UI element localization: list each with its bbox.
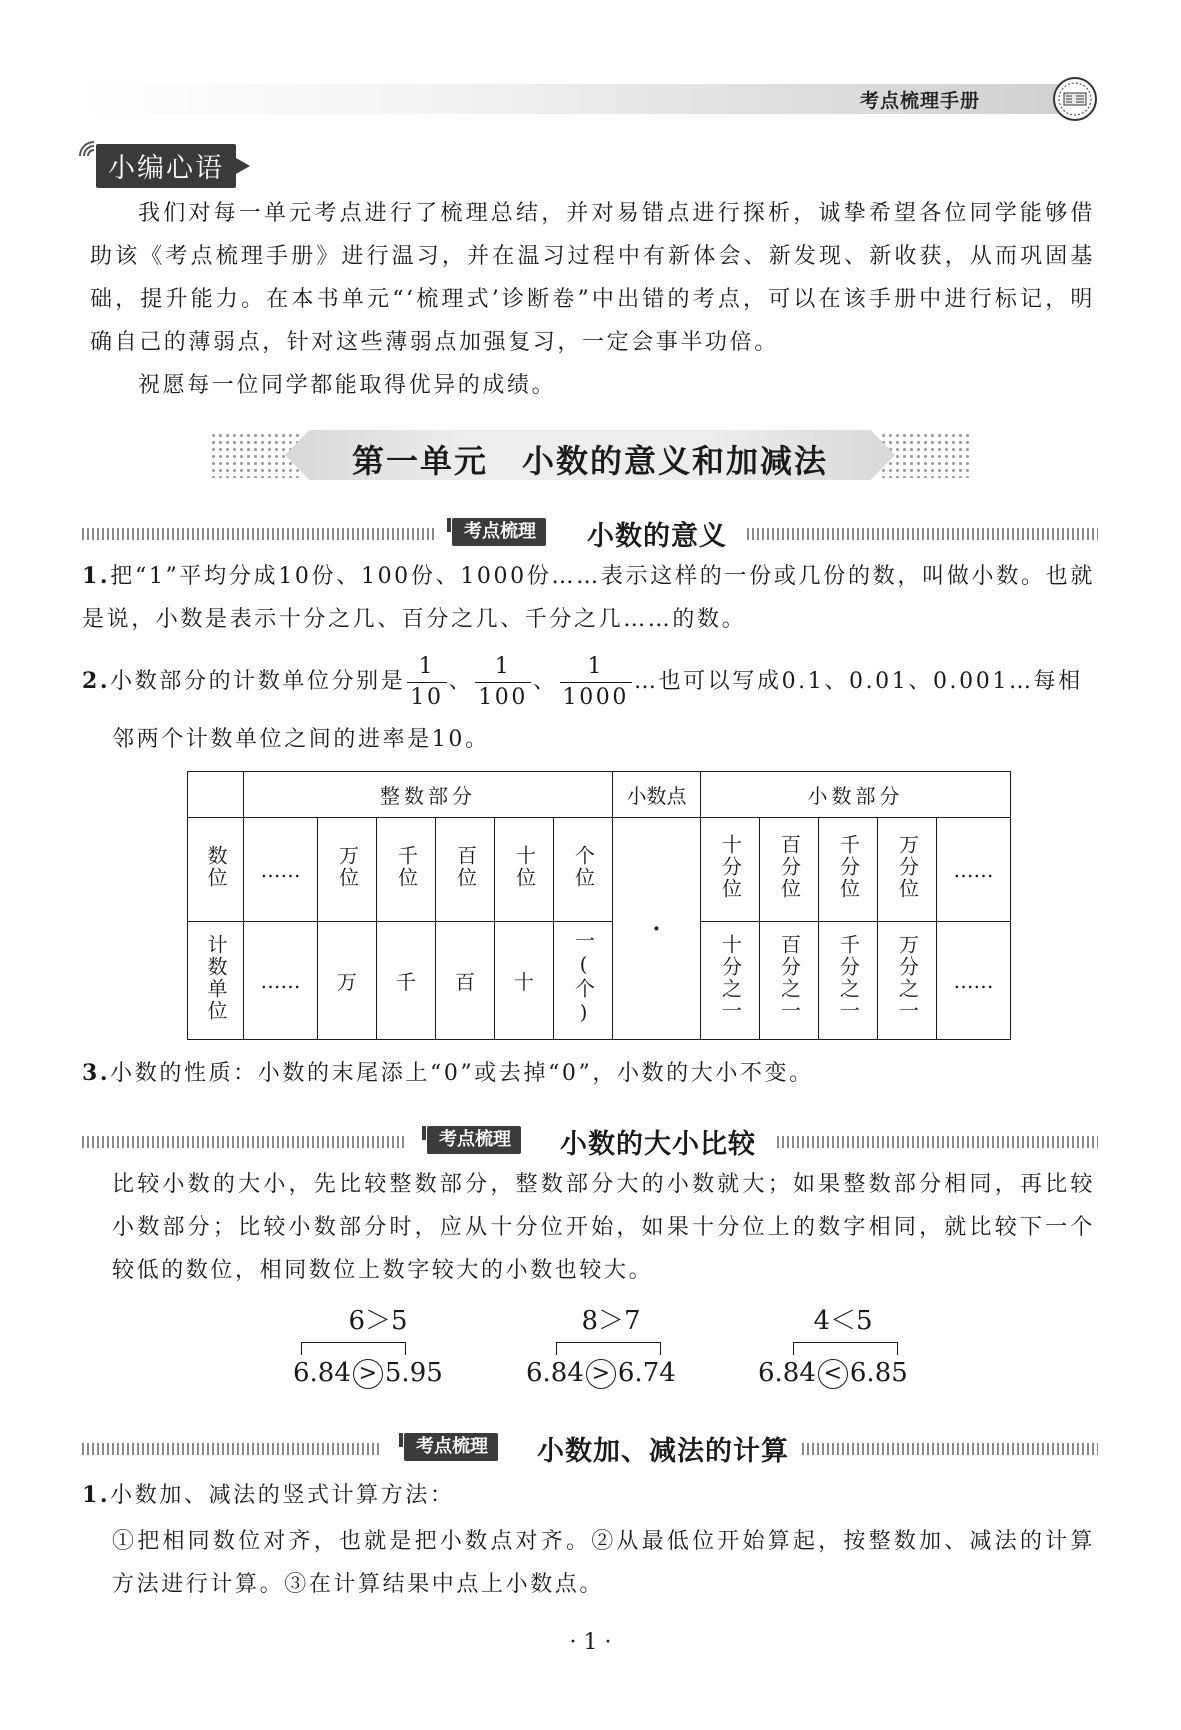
row-label-unit: 计数单位 bbox=[204, 934, 228, 1022]
header-title: 考点梳理手册 bbox=[859, 90, 980, 112]
decimal-part-header: 小数部分 bbox=[701, 772, 1011, 818]
unit-banner bbox=[210, 430, 970, 480]
meaning-item-2-line2: 邻两个计数单位之间的进率是10。 bbox=[112, 727, 490, 752]
meaning-item-3: 3.小数的性质：小数的末尾添上“0”或去掉“0”，小数的大小不变。 bbox=[82, 1060, 814, 1086]
unit-cell: 十 bbox=[495, 922, 554, 1040]
section-header-meaning bbox=[82, 516, 1098, 552]
decimal-point-cell: · bbox=[613, 818, 701, 1040]
fraction-1-10: $\frac{1}{10}$ bbox=[407, 656, 446, 709]
fraction-1-100: $\frac{1}{100}$ bbox=[475, 656, 531, 709]
section-title: 小数的意义 bbox=[587, 521, 727, 552]
unit-cell: 百 bbox=[436, 922, 495, 1040]
decimal-unit-cell: 万分之一 bbox=[895, 934, 920, 1022]
editor-note-label: 小编心语 bbox=[96, 144, 236, 188]
editor-note-tag bbox=[96, 144, 236, 188]
section-badge: 考点梳理 bbox=[427, 1126, 521, 1154]
editor-note-paragraph: 我们对每一单元考点进行了梳理总结，并对易错点进行探析，诚挚希望各位同学能够借助该《考点梳理手册》进行温习，并在温习过程中有新体会、新发现、新收获，从而巩固基础，提升能力。在本书单元“‘梳理式’诊断卷”中出错的考点，可以在该手册中进行标记，明确自己的薄弱点，针对这些薄弱点加强复习，一定会事半功倍。 bbox=[90, 201, 1095, 355]
unit-title: 第一单元 小数的意义和加减法 bbox=[351, 442, 828, 480]
unit-cell: …… bbox=[244, 922, 318, 1040]
unit-cell: 千 bbox=[377, 922, 436, 1040]
place-cell: 十位 bbox=[512, 845, 537, 889]
addsub-item-1: 1.小数加、减法的竖式计算方法： bbox=[82, 1482, 455, 1508]
section-title: 小数加、减法的计算 bbox=[537, 1436, 789, 1467]
place-cell: 千位 bbox=[394, 845, 419, 889]
compare-example: 8＞7 6.84 > 6.74 bbox=[526, 1306, 676, 1388]
section-badge: 考点梳理 bbox=[404, 1433, 498, 1461]
seal-logo-icon bbox=[1052, 76, 1098, 122]
decimal-place-cell: 千分位 bbox=[836, 834, 861, 900]
compare-example: 4＜5 6.84 < 6.85 bbox=[758, 1306, 908, 1388]
decimal-place-cell: 百分位 bbox=[777, 834, 802, 900]
decimal-place-cell: 万分位 bbox=[895, 834, 920, 900]
running-header bbox=[80, 80, 1080, 118]
section-title: 小数的大小比较 bbox=[560, 1129, 756, 1160]
decimal-unit-cell: 百分之一 bbox=[777, 934, 802, 1022]
integer-part-header: 整数部分 bbox=[244, 772, 613, 818]
decimal-place-cell: …… bbox=[937, 818, 1011, 922]
decimal-unit-cell: 十分之一 bbox=[718, 934, 743, 1022]
decimal-unit-cell: 千分之一 bbox=[836, 934, 861, 1022]
row-label-place: 数位 bbox=[204, 845, 228, 889]
decimal-unit-cell: …… bbox=[937, 922, 1011, 1040]
decimal-place-cell: 十分位 bbox=[718, 834, 743, 900]
decimal-point-header: 小数点 bbox=[613, 772, 701, 818]
compare-example: 6＞5 6.84 > 5.95 bbox=[293, 1306, 443, 1388]
page-number: · 1 · bbox=[569, 1630, 612, 1655]
place-cell: 百位 bbox=[453, 845, 478, 889]
place-value-table bbox=[187, 771, 1011, 1040]
fraction-1-1000: $\frac{1}{1000}$ bbox=[560, 656, 632, 709]
compare-text: 比较小数的大小，先比较整数部分，整数部分大的小数就大；如果整数部分相同，再比较小数部分；比较小数部分时，应从十分位开始，如果十分位上的数字相同，就比较下一个较低的数位，相同数位上数字较大的小数也较大。 bbox=[112, 1172, 1095, 1283]
meaning-item-2: 2.小数部分的计数单位分别是 $\frac{1}{10}$ 、 $\frac{1}{100}$ 、 $\frac{1}{1000}$ …也可以写成0.1、0.01、0.001…每相 bbox=[82, 653, 1083, 710]
place-cell: 万位 bbox=[335, 845, 360, 889]
unit-cell: 一(个) bbox=[571, 930, 596, 1026]
section-header-compare bbox=[82, 1124, 1098, 1160]
place-cell: …… bbox=[244, 818, 318, 922]
section-badge: 考点梳理 bbox=[452, 518, 546, 546]
section-header-addsub bbox=[82, 1431, 1098, 1467]
addsub-steps: ①把相同数位对齐，也就是把小数点对齐。②从最低位开始算起，按整数加、减法的计算方法进行计算。③在计算结果中点上小数点。 bbox=[112, 1529, 1095, 1597]
unit-cell: 万 bbox=[318, 922, 377, 1040]
meaning-item-1: 1.把“1”平均分成10份、100份、1000份……表示这样的一份或几份的数，叫做小数。也就是说，小数是表示十分之几、百分之几、千分之几……的数。 bbox=[82, 563, 1095, 632]
editor-note-wish: 祝愿每一位同学都能取得优异的成绩。 bbox=[138, 373, 557, 398]
place-cell: 个位 bbox=[571, 845, 596, 889]
